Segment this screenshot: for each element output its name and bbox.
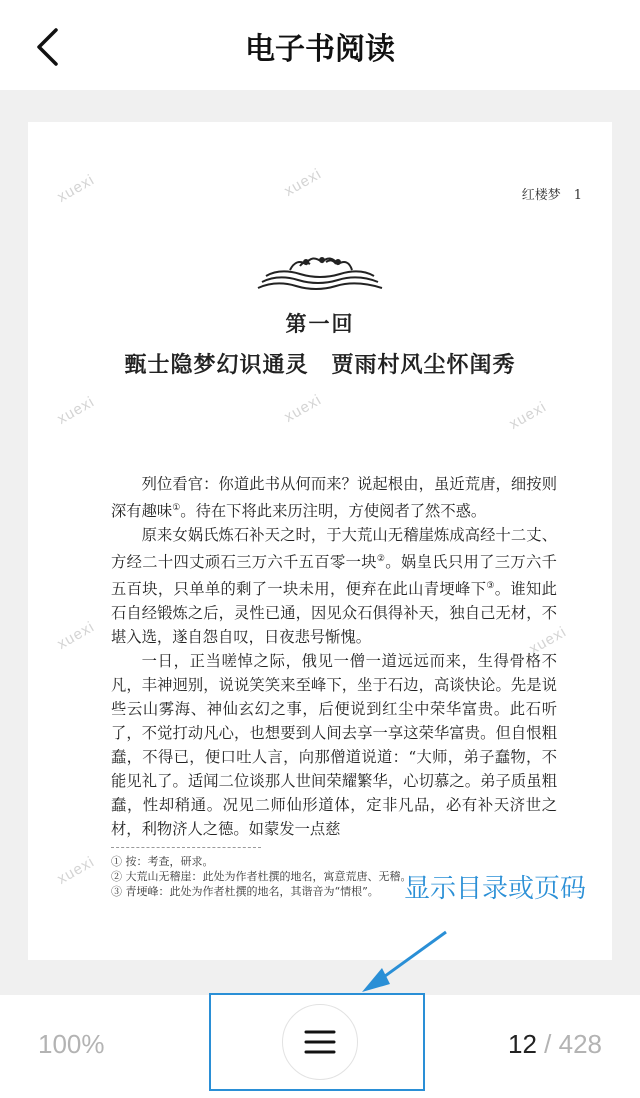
page-title: 电子书阅读: [245, 32, 395, 67]
book-page[interactable]: [28, 122, 612, 960]
top-app-bar: [0, 0, 640, 90]
watermark: xuexi: [54, 171, 98, 206]
paragraph: 一日，正当嗟悼之际，俄见一僧一道远远而来，生得骨格不凡，丰神迥别，说说笑笑来至峰下，坐于石边，高谈快论。先是说些云山雾海、神仙玄幻之事，后便说到红尘中荣华富贵。此石听了，不觉打动凡心，也想要到人间去享一享这荣华富贵。但自恨粗蠢，不得已，便口吐人言，向那僧道说道：“大师，弟子蠢物，不能见礼了。适闻二位谈那人世间荣耀繁华，心切慕之。弟子质虽粗蠢，性却稍通。况见二师仙形道体，定非凡品，必有补天济世之材，利物济人之德。如蒙发一点慈: [111, 652, 557, 839]
total-pages: 428: [558, 1029, 602, 1059]
bottom-toolbar: [0, 995, 640, 1098]
annotation-label: 显示目录或页码: [404, 873, 587, 903]
footnote-divider: [111, 847, 261, 848]
watermark: xuexi: [54, 393, 98, 428]
page-indicator[interactable]: [508, 1029, 602, 1060]
chapter-number: 第一回: [285, 311, 355, 336]
watermark: xuexi: [506, 398, 550, 433]
watermark: xuexi: [54, 853, 98, 888]
watermark: xuexi: [54, 618, 98, 653]
chapter-title: 甄士隐梦幻识通灵 贾雨村风尘怀闺秀: [124, 352, 516, 378]
body-text: [111, 472, 557, 841]
wave-ornament-icon: [256, 250, 384, 294]
hamburger-menu-icon: [303, 1029, 337, 1055]
watermark: xuexi: [526, 623, 570, 658]
watermark: xuexi: [281, 165, 325, 200]
footnote: ① 按：考查，研求。: [111, 855, 214, 868]
running-head: 红楼梦 1: [521, 188, 582, 203]
toc-menu-button[interactable]: [282, 1004, 358, 1080]
watermark: xuexi: [281, 391, 325, 426]
paragraph: 列位看官：你道此书从何而来？说起根由，虽近荒唐，细按则深有趣味①。待在下将此来历注明，方使阅者了然不惑。: [111, 475, 557, 521]
footnote: ③ 青埂峰：此处为作者杜撰的地名，其谐音为“情根”。: [111, 885, 379, 898]
footnote: ② 大荒山无稽崖：此处为作者杜撰的地名，寓意荒唐、无稽。: [111, 870, 412, 883]
current-page: 12: [507, 1029, 537, 1059]
paragraph: 原来女娲氏炼石补天之时，于大荒山无稽崖炼成高经十二丈、方经二十四丈顽石三万六千五百零一块②。娲皇氏只用了三万六千五百块，只单单的剩了一块未用，便弃在此山青埂峰下③。谁知此石自经锻炼之后，灵性已通，因见众石俱得补天，独自己无材，不堪入选，遂自怨自叹，日夜悲号惭愧。: [111, 526, 557, 647]
page-separator: /: [544, 1029, 552, 1059]
zoom-level[interactable]: 100%: [38, 1029, 105, 1059]
